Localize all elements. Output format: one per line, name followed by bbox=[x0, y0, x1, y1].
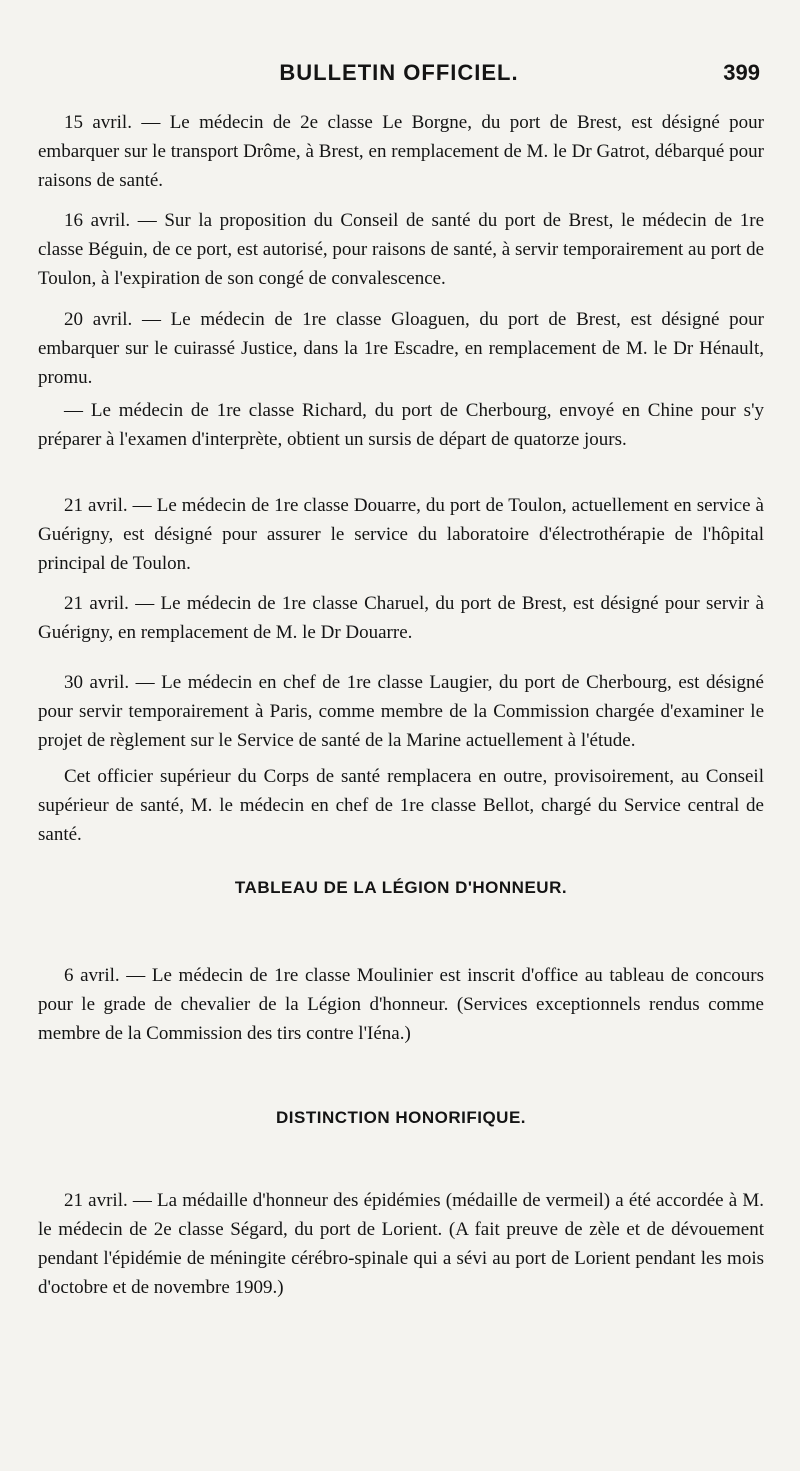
entry-20-avril-richard: — Le médecin de 1re classe Richard, du port de Cherbourg, envoyé en Chine pour s'y préparer à l'examen d'interprète, obtient un sursis de départ de quatorze jours. bbox=[38, 400, 764, 450]
entry-30-avril: 30 avril. — Le médecin en chef de 1re classe Laugier, du port de Cherbourg, est désigné pour servir temporairement à Paris, comme membre de la Commission chargée d'examiner le projet de règlement sur le Service de santé de la Marine actuellement à l'étude. bbox=[38, 672, 764, 751]
entry-legion-6-avril: 6 avril. — Le médecin de 1re classe Moulinier est inscrit d'office au tableau de concours pour le grade de chevalier de la Légion d'honneur. (Services exceptionnels rendus comme membre de la Commission des tirs contre l'Iéna.) bbox=[38, 965, 764, 1044]
header-title: BULLETIN OFFICIEL. bbox=[279, 60, 519, 85]
page-number: 399 bbox=[723, 60, 760, 85]
entry-15-avril: 15 avril. — Le médecin de 2e classe Le Borgne, du port de Brest, est désigné pour embarquer sur le transport Drôme, à Brest, en remplacement de M. le Dr Gatrot, débarqué pour raisons de santé. bbox=[38, 112, 764, 191]
running-header bbox=[38, 60, 760, 96]
entry-30-avril-suite: Cet officier supérieur du Corps de santé remplacera en outre, provisoirement, au Conseil supérieur de santé, M. le médecin en chef de 1re classe Bellot, chargé du Service central de santé. bbox=[38, 766, 764, 845]
heading-distinction: DISTINCTION HONORIFIQUE. bbox=[276, 1108, 526, 1127]
entry-20-avril: 20 avril. — Le médecin de 1re classe Gloaguen, du port de Brest, est désigné pour embarquer sur le cuirassé Justice, dans la 1re Escadre, en remplacement de M. le Dr Hénault, promu. bbox=[38, 309, 764, 388]
entry-distinction-21-avril: 21 avril. — La médaille d'honneur des épidémies (médaille de vermeil) a été accordée à M. le médecin de 2e classe Ségard, du port de Lorient. (A fait preuve de zèle et de dévouement pendant l'épidémie de méningite cérébro-spinale qui a sévi au port de Lorient pendant les mois d'octobre et de novembre 1909.) bbox=[38, 1190, 764, 1298]
heading-legion-honneur: TABLEAU DE LA LÉGION D'HONNEUR. bbox=[234, 878, 568, 897]
entry-21-avril-charuel: 21 avril. — Le médecin de 1re classe Charuel, du port de Brest, est désigné pour servir à Guérigny, en remplacement de M. le Dr Douarre. bbox=[38, 593, 764, 643]
entry-16-avril: 16 avril. — Sur la proposition du Conseil de santé du port de Brest, le médecin de 1re classe Béguin, de ce port, est autorisé, pour raisons de santé, à servir temporairement au port de Toulon, à l'expiration de son congé de convalescence. bbox=[38, 210, 764, 289]
entry-21-avril-douarre: 21 avril. — Le médecin de 1re classe Douarre, du port de Toulon, actuellement en service à Guérigny, est désigné pour assurer le service du laboratoire d'électrothérapie de l'hôpital principal de Toulon. bbox=[38, 495, 764, 574]
